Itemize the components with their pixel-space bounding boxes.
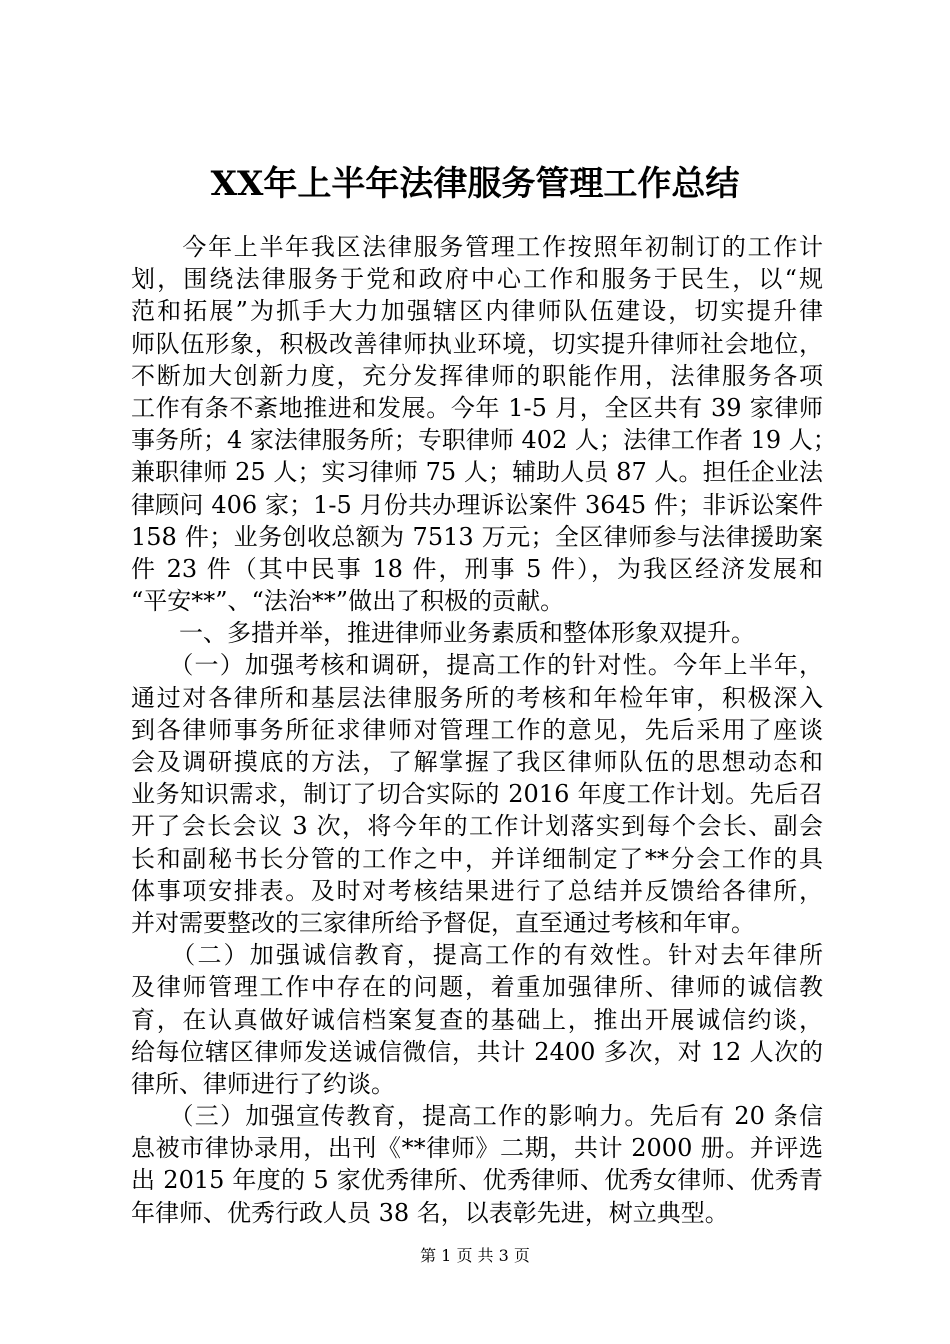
body-text-line: 到各律师事务所征求律师对管理工作的意见，先后采用了座谈 [131,715,823,744]
body-text-line: 不断加大创新力度，充分发挥律师的职能作用，法律服务各项 [131,361,823,390]
body-text-line: 给每位辖区律师发送诚信微信，共计 2400 多次，对 12 人次的 [131,1037,823,1066]
body-text-line: 今年上半年我区法律服务管理工作按照年初制订的工作计 [131,233,823,261]
body-text-line: 开了会长会议 3 次，将今年的工作计划落实到每个会长、副会 [131,812,823,841]
body-text-line: 事务所；4 家法律服务所；专职律师 402 人；法律工作者 19 人； [131,426,837,455]
body-text-line: 一、多措并举，推进律师业务素质和整体形象双提升。 [131,619,755,648]
body-text-line: 体事项安排表。及时对考核结果进行了总结并反馈给各律所， [131,876,823,905]
body-text-line: 年律师、优秀行政人员 38 名，以表彰先进，树立典型。 [131,1198,729,1227]
body-text-line: 律所、律师进行了约谈。 [131,1069,395,1098]
body-text-line: 及律师管理工作中存在的问题，着重加强律所、律师的诚信教 [131,973,823,1002]
body-text-line: 息被市律协录用，出刊《**律师》二期，共计 2000 册。并评选 [131,1134,823,1163]
body-text-line: 兼职律师 25 人；实习律师 75 人；辅助人员 87 人。担任企业法 [131,458,823,487]
body-text-line: 并对需要整改的三家律所给予督促，直至通过考核和年审。 [131,908,755,937]
body-text-line: 长和副秘书长分管的工作之中，并详细制定了**分会工作的具 [131,844,823,873]
document-title: XX年上半年法律服务管理工作总结 [210,164,740,204]
body-text-line: 会及调研摸底的方法，了解掌握了我区律师队伍的思想动态和 [131,748,823,776]
page-footer: 第 1 页 共 3 页 [420,1246,530,1265]
body-text-line: （一）加强考核和调研，提高工作的针对性。今年上半年， [131,651,823,680]
body-text-line: 律顾问 406 家；1-5 月份共办理诉讼案件 3645 件；非诉讼案件 [131,490,823,519]
body-text-line: 件 23 件（其中民事 18 件，刑事 5 件），为我区经济发展和 [131,554,823,583]
document-body [131,231,837,1229]
body-text-line: 育，在认真做好诚信档案复查的基础上，推出开展诚信约谈， [131,1005,823,1034]
body-text-line: 158 件；业务创收总额为 7513 万元；全区律师参与法律援助案 [131,522,823,551]
body-text-line: （三）加强宣传教育，提高工作的影响力。先后有 20 条信 [131,1102,823,1131]
body-text-line: 工作有条不紊地推进和发展。今年 1-5 月，全区共有 39 家律师 [131,393,823,422]
body-text-line: 通过对各律所和基层法律服务所的考核和年检年审，积极深入 [131,683,823,712]
body-text-line: “平安**”、“法治**”做出了积极的贡献。 [131,587,565,616]
body-text-line: 划，围绕法律服务于党和政府中心工作和服务于民生，以“规 [131,265,823,294]
body-text-line: 范和拓展”为抓手大力加强辖区内律师队伍建设，切实提升律 [131,297,823,326]
body-text-line: 出 2015 年度的 5 家优秀律所、优秀律师、优秀女律师、优秀青 [131,1166,823,1195]
body-text-line: 业务知识需求，制订了切合实际的 2016 年度工作计划。先后召 [131,780,823,809]
body-text-line: 师队伍形象，积极改善律师执业环境，切实提升律师社会地位， [131,329,823,358]
body-text-line: （二）加强诚信教育，提高工作的有效性。针对去年律所 [131,941,823,970]
